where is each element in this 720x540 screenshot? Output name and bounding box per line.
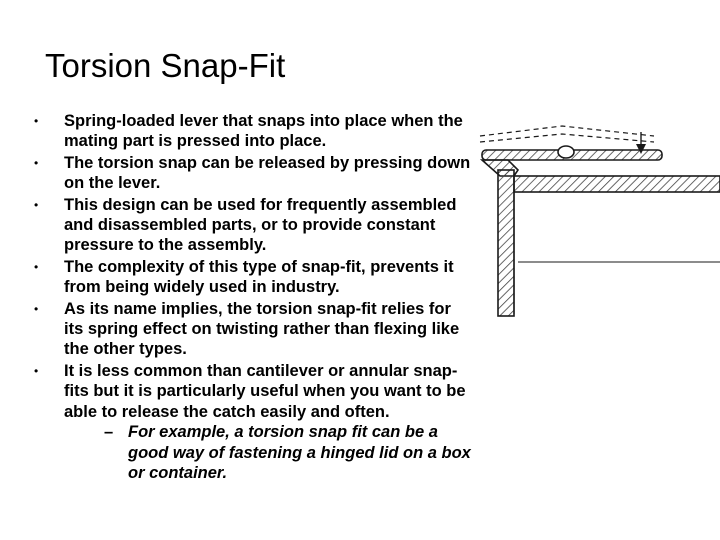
bullet-list [32,111,472,484]
slide-title: Torsion Snap-Fit [45,47,286,84]
bullet-text: The complexity of this type of snap-fit, prevents it from being widely used in industry. [64,257,454,297]
bullet-item [32,111,472,152]
bullet-item [32,195,472,256]
sub-bullet-text: For example, a torsion snap fit can be a good way of fastening a hinged lid on a box or container. [128,423,471,482]
bullet-text: As its name implies, the torsion snap-fit relies for its spring effect on twisting rather than flexing like the other types. [64,299,460,359]
box-lid-wall [514,176,720,192]
bullet-item [32,257,472,298]
bullet-text: The torsion snap can be released by pressing down on the lever. [64,153,471,193]
sub-bullet-item [64,422,472,483]
lever-open-outline [480,126,654,136]
sub-bullet-marker: – [104,423,114,442]
bullet-marker: • [34,114,39,128]
box-side-wall [498,170,514,316]
torsion-snap-fit-svg [474,112,720,322]
bullet-text: This design can be used for frequently assembled and disassembled parts, or to provide constant pressure to the assembly. [64,195,457,255]
bullet-text: It is less common than cantilever or annular snap-fits but it is particularly useful when you want to be able to release the catch easily and often. [64,361,466,421]
lever-open-outline-lower [480,134,654,142]
bullet-marker: • [34,155,39,170]
bullet-marker: • [34,301,39,316]
bullet-marker: • [34,363,39,378]
pivot-pin [558,146,574,158]
bullet-marker: • [34,259,39,274]
bullet-item [32,361,472,483]
bullet-item [32,153,472,194]
torsion-snap-fit-drawing-icon [474,112,720,322]
bullet-item [32,299,472,360]
bullet-text: Spring-loaded lever that snaps into place when the mating part is pressed into place. [64,112,463,151]
bullet-marker: • [34,197,39,212]
